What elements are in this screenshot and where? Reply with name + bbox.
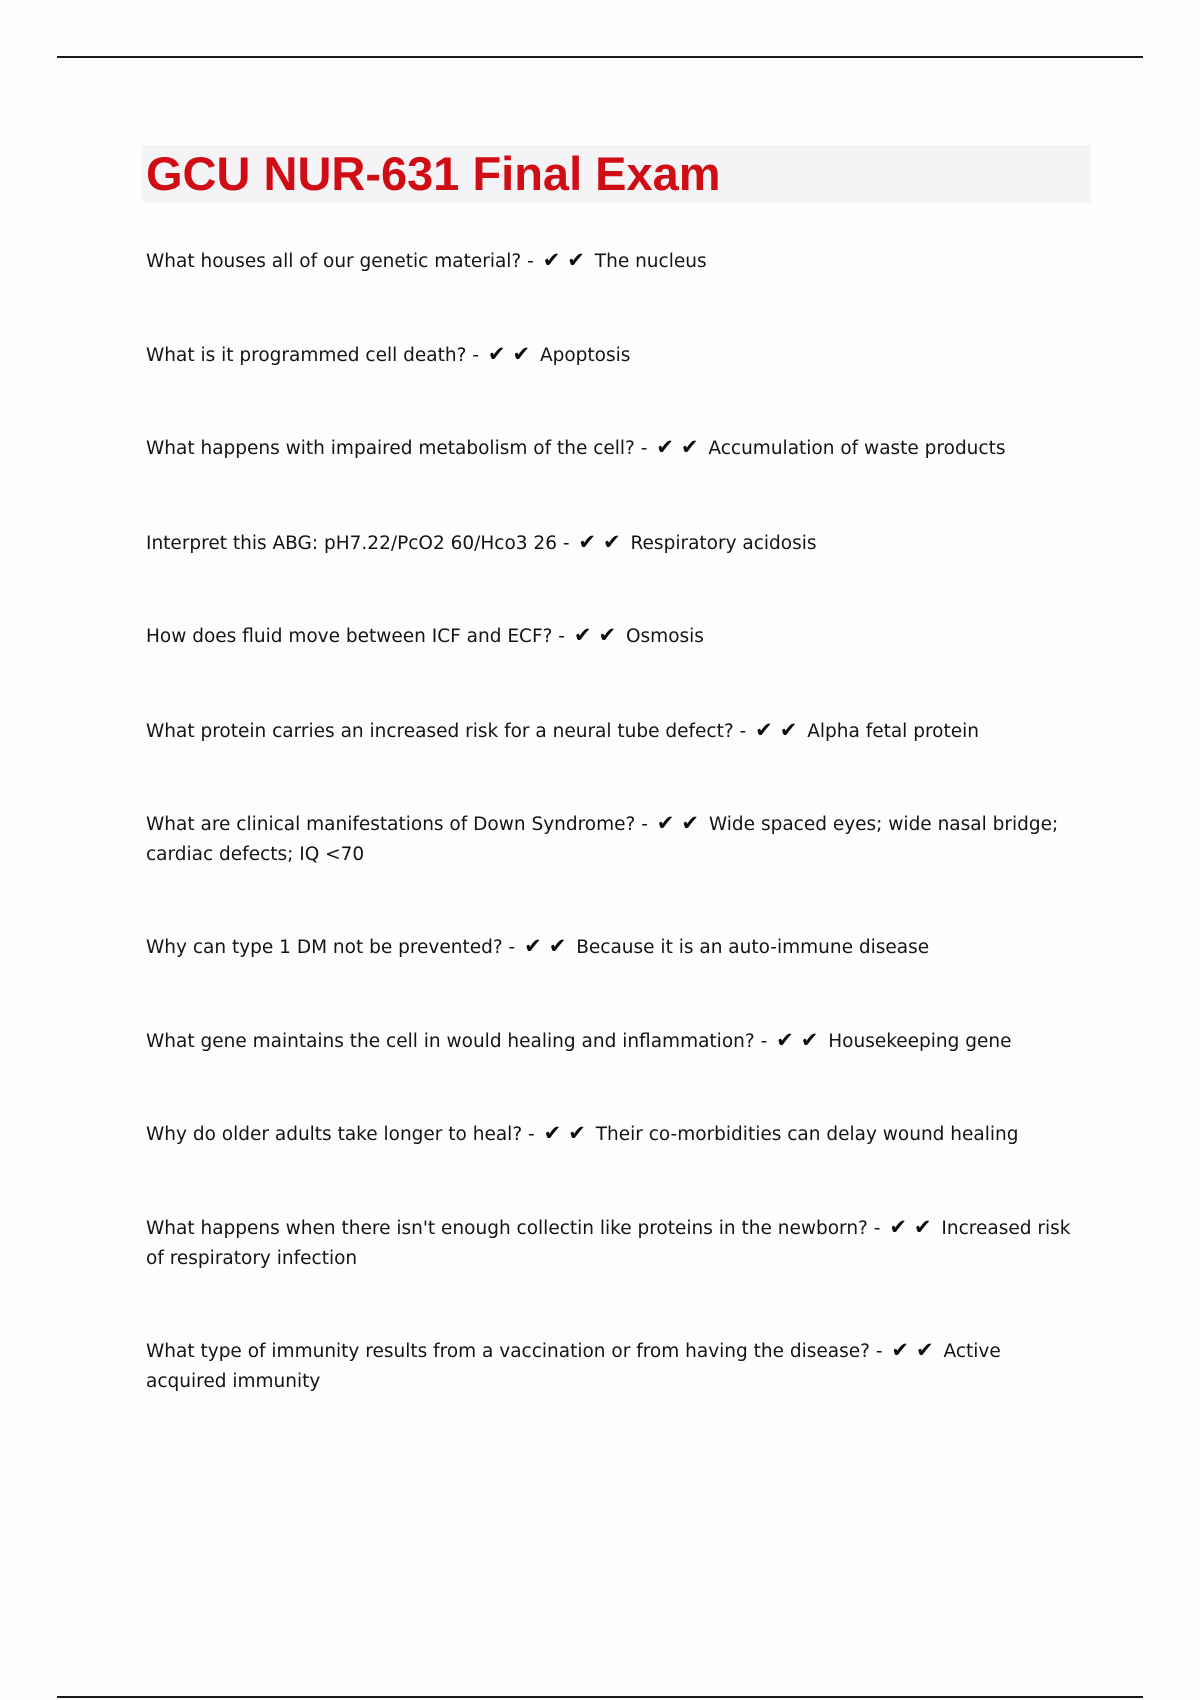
question-text: How does fluid move between ICF and ECF? — [146, 626, 553, 647]
answer-text: Accumulation of waste products — [708, 438, 1006, 459]
qa-item — [146, 717, 1086, 747]
check-icon: ✔ — [578, 530, 597, 554]
check-icon: ✔ — [603, 530, 621, 554]
check-icon: ✔ — [891, 1338, 910, 1362]
question-text: What happens when there isn't enough collectin like proteins in the newborn? — [146, 1218, 868, 1239]
qa-item — [146, 810, 1086, 870]
question-text: Why do older adults take longer to heal? — [146, 1124, 523, 1145]
bottom-rule — [57, 1696, 1143, 1698]
check-icon: ✔ — [512, 342, 531, 366]
qa-item — [146, 341, 1086, 371]
answer-text: Because it is an auto-immune disease — [576, 937, 930, 958]
check-icon: ✔ — [779, 718, 798, 742]
check-icon: ✔ — [543, 1121, 562, 1145]
question-text: What houses all of our genetic material? — [146, 251, 522, 272]
question-text: What is it programmed cell death? — [146, 345, 467, 366]
answer-text: Increased risk of respiratory infection — [146, 1218, 1071, 1269]
check-icon: ✔ — [681, 811, 700, 835]
separator: - — [552, 626, 571, 647]
answer-text: Wide spaced eyes; wide nasal bridge; cardiac defects; IQ <70 — [146, 814, 1059, 865]
check-icon: ✔ — [524, 934, 542, 958]
qa-item — [146, 434, 1086, 464]
question-text: What protein carries an increased risk for a neural tube defect? — [146, 721, 734, 742]
check-icon: ✔ — [776, 1028, 794, 1052]
check-icon: ✔ — [656, 811, 675, 835]
check-icon: ✔ — [567, 248, 585, 272]
separator: - — [521, 251, 540, 272]
check-icon: ✔ — [916, 1338, 934, 1362]
question-text: What gene maintains the cell in would healing and inflammation? — [146, 1031, 755, 1052]
separator: - — [556, 533, 576, 554]
separator: - — [466, 345, 485, 366]
qa-item — [146, 1337, 1086, 1397]
answer-text: Apoptosis — [539, 345, 631, 366]
separator: - — [733, 721, 753, 742]
answer-text: Alpha fetal protein — [807, 721, 979, 742]
check-icon: ✔ — [568, 1121, 586, 1145]
check-icon: ✔ — [542, 248, 561, 272]
check-icon: ✔ — [656, 435, 674, 459]
check-icon: ✔ — [598, 623, 617, 647]
qa-item — [146, 529, 1086, 559]
qa-item — [146, 1027, 1086, 1057]
separator: - — [635, 814, 654, 835]
separator: - — [502, 937, 522, 958]
answer-text: The nucleus — [594, 251, 707, 272]
question-text: Interpret this ABG: pH7.22/PcO2 60/Hco3 26 — [146, 533, 557, 554]
check-icon: ✔ — [548, 934, 567, 958]
separator: - — [754, 1031, 774, 1052]
check-icon: ✔ — [573, 623, 592, 647]
answer-text: Their co-morbidities can delay wound healing — [595, 1124, 1019, 1145]
answer-text: Active acquired immunity — [146, 1341, 1001, 1392]
qa-item — [146, 933, 1086, 963]
answer-text: Osmosis — [625, 626, 704, 647]
answer-text: Housekeeping gene — [828, 1031, 1012, 1052]
separator: - — [869, 1341, 889, 1362]
qa-item — [146, 247, 1086, 277]
separator: - — [867, 1218, 887, 1239]
check-icon: ✔ — [487, 342, 506, 366]
check-icon: ✔ — [680, 435, 699, 459]
answer-text: Respiratory acidosis — [630, 533, 817, 554]
question-text: What are clinical manifestations of Down Syndrome? — [146, 814, 636, 835]
separator: - — [634, 438, 654, 459]
check-icon: ✔ — [913, 1215, 932, 1239]
separator: - — [522, 1124, 541, 1145]
check-icon: ✔ — [889, 1215, 907, 1239]
question-text: Why can type 1 DM not be prevented? — [146, 937, 503, 958]
question-text: What happens with impaired metabolism of the cell? — [146, 438, 635, 459]
qa-item — [146, 1214, 1086, 1274]
question-text: What type of immunity results from a vaccination or from having the disease? — [146, 1341, 870, 1362]
document-title: GCU NUR-631 Final Exam — [146, 147, 721, 200]
check-icon: ✔ — [755, 718, 773, 742]
top-rule — [57, 56, 1143, 58]
qa-item — [146, 1120, 1086, 1150]
qa-item — [146, 622, 1086, 652]
check-icon: ✔ — [800, 1028, 819, 1052]
